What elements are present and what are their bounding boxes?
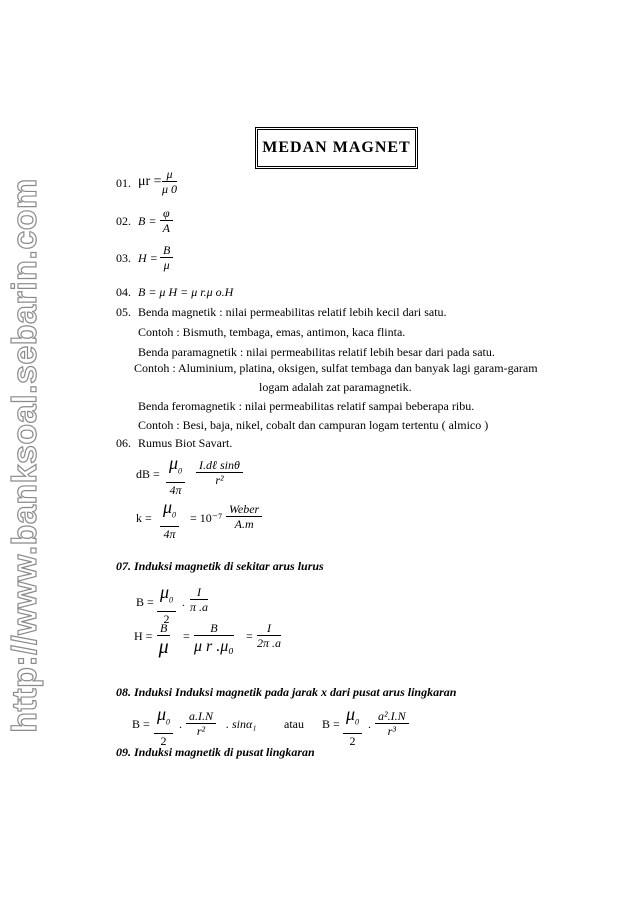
formula-08-mu0-fraction-1: $\mu_0$ 2: [154, 704, 173, 748]
formula-08-dot-1: .: [179, 717, 182, 731]
watermark: http://www.banksoal.sebarin.com: [5, 177, 44, 733]
heading-07: 07. Induksi magnetik di sekitar arus lurus: [116, 559, 324, 573]
formula-db-fraction: I.dℓ sinθ r²: [196, 458, 243, 487]
formula-h-lhs: H =: [138, 251, 158, 265]
text-05-4: Contoh : Aluminium, platina, oksigen, sulfat tembaga dan banyak lagi garam-garam: [134, 361, 538, 375]
formula-08-mu0-fraction-2: $\mu_0$ 2: [343, 704, 362, 748]
text-05-2: Contoh : Bismuth, tembaga, emas, antimon, kaca flinta.: [138, 325, 406, 339]
item-number-03: 03.: [116, 251, 131, 265]
formula-07-h-fraction-1: B μ: [158, 621, 169, 658]
text-06: Rumus Biot Savart.: [138, 436, 233, 450]
formula-07-h-eq-1: =: [183, 629, 190, 643]
heading-09: 09. Induksi magnetik di pusat lingkaran: [116, 745, 315, 759]
formula-07-b-lhs: B =: [136, 595, 154, 609]
formula-08-atau: atau: [284, 717, 304, 731]
item-number-05: 05.: [116, 305, 131, 319]
item-number-04: 04.: [116, 285, 131, 299]
formula-k-value: = 10⁻⁷: [190, 511, 223, 525]
formula-08-b-lhs-1: B =: [132, 717, 150, 731]
formula-db-mu0-fraction: $\mu_0$ 4π: [166, 453, 185, 497]
formula-08-fraction-2: $\frac{\text{a².I.N}}{\text{r³}}$: [375, 709, 409, 738]
formula-k-lhs: k =: [136, 511, 152, 525]
formula-08-fraction-1: $\frac{a.I.N}{\text{r²}}$: [186, 709, 216, 738]
text-05-7: Contoh : Besi, baja, nikel, cobalt dan campuran logam tertentu ( almico ): [138, 418, 489, 432]
page-title: MEDAN MAGNET: [255, 127, 418, 169]
item-number-06: 06.: [116, 436, 131, 450]
formula-k-units: Weber A.m: [226, 502, 262, 531]
formula-07-h-eq-2: =: [246, 629, 253, 643]
formula-07-b-dot: .: [182, 595, 185, 609]
formula-07-b-mu0-fraction: $\mu_0$ 2: [157, 582, 176, 626]
formula-07-h-fraction-3: $\frac{I}{2\pi .a}$: [257, 621, 282, 650]
text-05-3: Benda paramagnetik : nilai permeabilitas relatif lebih besar dari pada satu.: [138, 345, 495, 359]
formula-k-mu0-fraction: $\mu_0$ 4π: [160, 497, 179, 541]
formula-07-h-fraction-2: B μ r .μ₀: [194, 621, 234, 655]
formula-04: B = μ H = μ r.μ o.H: [138, 285, 234, 299]
heading-08: 08. Induksi Induksi magnetik pada jarak x dari pusat arus lingkaran: [116, 685, 457, 699]
formula-08-sin: . sinα₁: [226, 717, 257, 731]
formula-08-b-lhs-2: B =: [322, 717, 340, 731]
formula-db-lhs: dB =: [136, 467, 160, 481]
formula-b-lhs: B =: [138, 214, 157, 228]
text-05-5: logam adalah zat paramagnetik.: [259, 380, 412, 394]
text-05-1: Benda magnetik : nilai permeabilitas relatif lebih kecil dari satu.: [138, 305, 447, 319]
formula-07-b-fraction: $\frac{I}{\pi .a}$: [190, 585, 209, 614]
formula-08-dot-2: .: [368, 717, 371, 731]
formula-b-fraction: $\frac{\varphi}{A}$: [160, 206, 173, 235]
text-05-6: Benda feromagnetik : nilai permeabilitas relatif sampai beberapa ribu.: [138, 399, 475, 413]
item-number-02: 02.: [116, 214, 131, 228]
formula-mur-lhs: μr =: [138, 174, 162, 189]
item-number-01: 01.: [116, 176, 131, 190]
formula-mur-fraction: $\frac{\mu}{\mu 0}$: [162, 167, 178, 196]
formula-07-h-lhs: H =: [134, 629, 153, 643]
formula-h-fraction: $\frac{B}{\mu}$: [160, 243, 173, 272]
